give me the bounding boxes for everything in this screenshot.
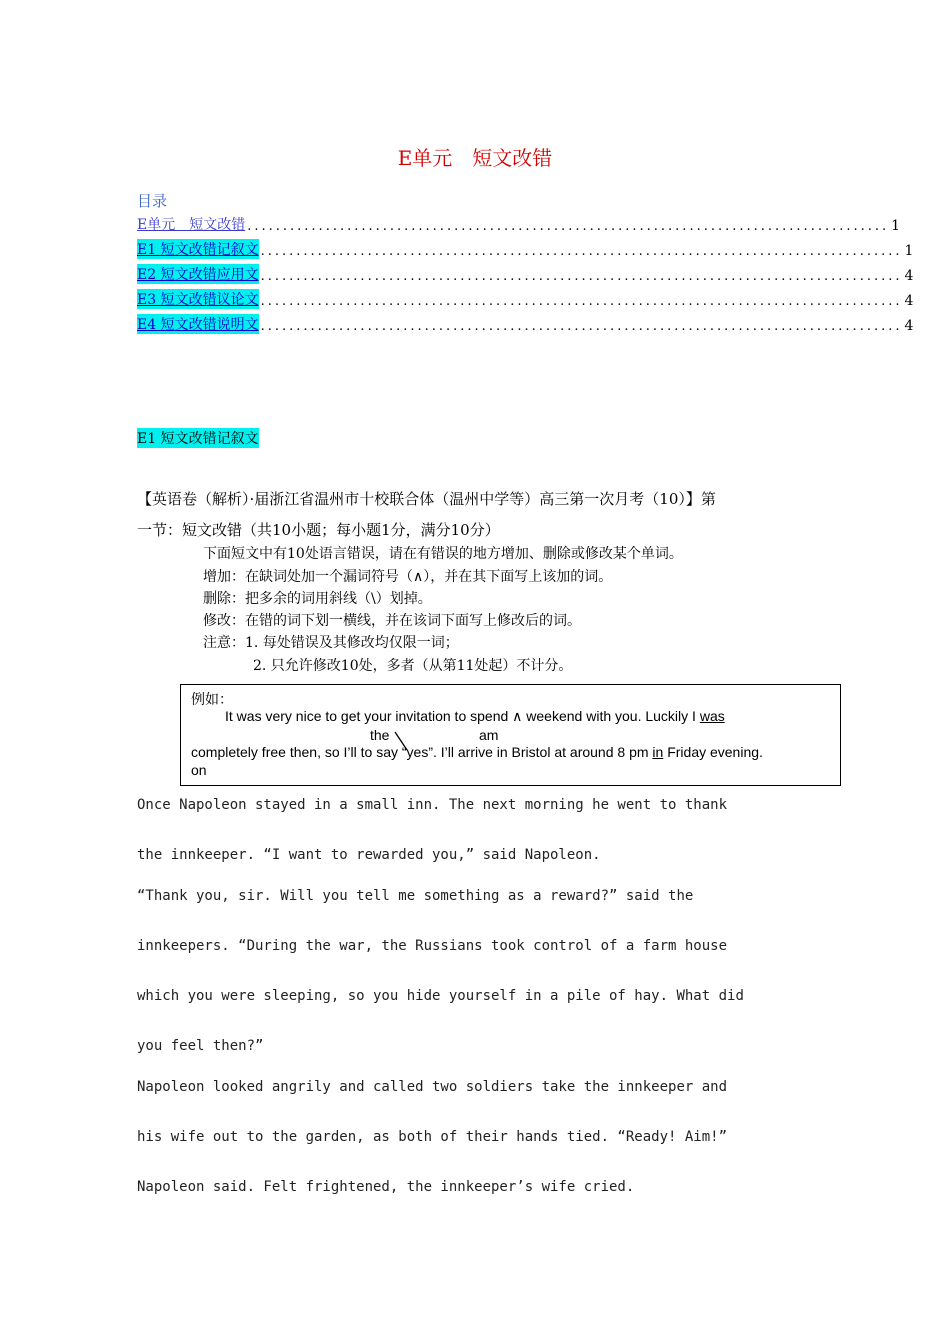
- example-text: It was very nice to get your invitation to spend ∧ weekend with you. Luckily I: [225, 708, 700, 724]
- toc-link-label[interactable]: E2 短文改错应用文: [137, 264, 259, 284]
- rule-modify: 修改：在错的词下划一横线，并在该词下面写上修改后的词。: [203, 613, 581, 629]
- toc-item-e1[interactable]: [137, 239, 914, 259]
- example-line-1: [225, 708, 725, 725]
- toc-leader-dots: ..........................................................................................: [260, 294, 903, 309]
- example-insert-the: the: [370, 727, 390, 743]
- passage-line: Once Napoleon stayed in a small inn. The next morning he went to thank: [137, 797, 728, 813]
- example-label: 例如：: [191, 692, 233, 708]
- rule-delete: 删除：把多余的词用斜线（\）划掉。: [203, 591, 432, 607]
- toc-heading: 目录: [137, 192, 168, 210]
- rule-add: 增加：在缺词处加一个漏词符号（∧），并在其下面写上该加的词。: [203, 569, 613, 585]
- example-insert-am: am: [479, 727, 499, 743]
- toc-link-label[interactable]: E4 短文改错说明文: [137, 314, 259, 334]
- toc-leader-dots: ..........................................................................................: [260, 269, 903, 284]
- rule-note-1: 注意：1. 每处错误及其修改均仅限一词；: [203, 635, 459, 651]
- toc-leader-dots: ..........................................................................................: [247, 219, 890, 234]
- rule-intro: 下面短文中有10处语言错误，请在有错误的地方增加、删除或修改某个单词。: [203, 546, 683, 562]
- example-box: [180, 684, 841, 786]
- toc-leader-dots: ..........................................................................................: [260, 244, 903, 259]
- page-title: E单元 短文改错: [397, 146, 553, 170]
- example-line-2: [191, 744, 763, 760]
- example-text: completely free then, so I’ll to say “yes”. I’ll arrive in Bristol at around 8 pm: [191, 744, 653, 760]
- toc-item-e2[interactable]: [137, 264, 914, 284]
- toc-leader-dots: ..........................................................................................: [260, 319, 903, 334]
- passage-line: the innkeeper. “I want to rewarded you,” said Napoleon.: [137, 847, 601, 863]
- passage-line: “Thank you, sir. Will you tell me something as a reward?” said the: [137, 888, 694, 904]
- example-underlined-word: in: [652, 744, 664, 760]
- example-underlined-word: was: [699, 708, 725, 724]
- rule-note-2: 2. 只允许修改10处，多者（从第11处起）不计分。: [253, 658, 573, 674]
- passage-line: you feel then?”: [137, 1038, 264, 1054]
- passage-line: his wife out to the garden, as both of their hands tied. “Ready! Aim!”: [137, 1129, 728, 1145]
- toc-page-number: 4: [904, 293, 914, 309]
- toc-link-label[interactable]: E3 短文改错议论文: [137, 289, 259, 309]
- toc-page-number: 1: [891, 218, 901, 234]
- toc-page-number: 4: [904, 268, 914, 284]
- toc-link-label[interactable]: E单元 短文改错: [137, 217, 246, 233]
- passage-line: Napoleon looked angrily and called two soldiers take the innkeeper and: [137, 1079, 728, 1095]
- toc-page-number: 4: [904, 318, 914, 334]
- source-line-1: 【英语卷（解析）·届浙江省温州市十校联合体（温州中学等）高三第一次月考（10）】第: [137, 490, 716, 508]
- example-insert-on: on: [191, 762, 207, 778]
- passage-line: which you were sleeping, so you hide yourself in a pile of hay. What did: [137, 988, 744, 1004]
- example-text: Friday evening.: [663, 744, 763, 760]
- section-heading: E1 短文改错记叙文: [137, 428, 259, 448]
- passage-line: innkeepers. “During the war, the Russians took control of a farm house: [137, 938, 728, 954]
- passage-line: Napoleon said. Felt frightened, the innkeeper’s wife cried.: [137, 1179, 635, 1195]
- toc-item-e[interactable]: [137, 214, 901, 234]
- toc-item-e4[interactable]: [137, 314, 914, 334]
- toc-page-number: 1: [904, 243, 914, 259]
- source-line-2: 一节：短文改错（共10小题；每小题1分，满分10分）: [137, 521, 500, 539]
- toc-link-label[interactable]: E1 短文改错记叙文: [137, 239, 259, 259]
- toc-item-e3[interactable]: [137, 289, 914, 309]
